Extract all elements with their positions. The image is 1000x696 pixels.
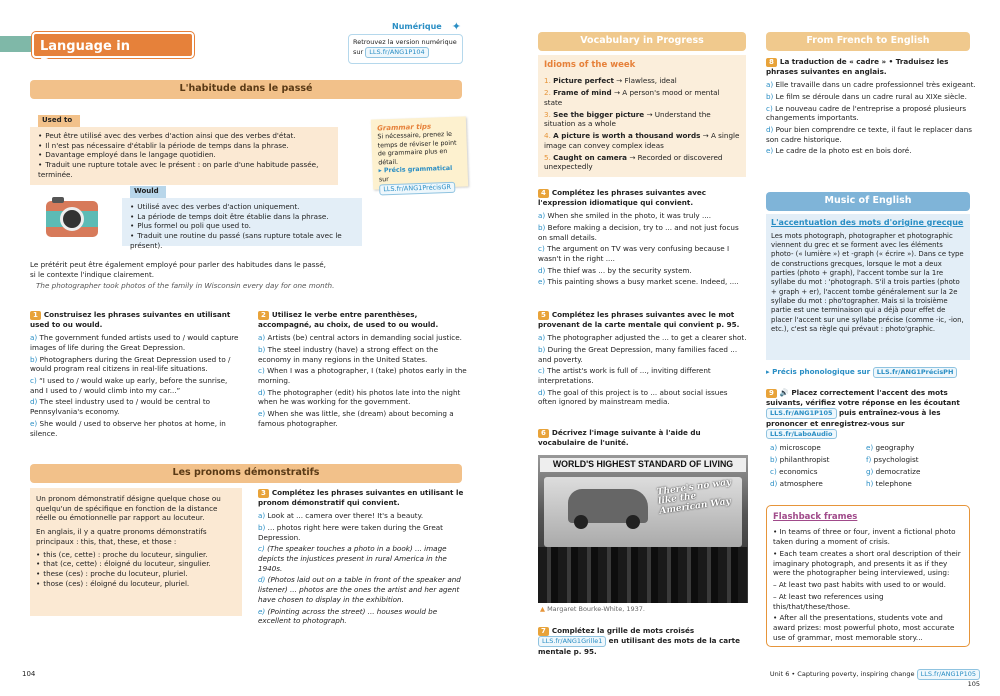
exercise-item: b) The steel industry (have) a strong effect on the economy in many regions in the United States. bbox=[258, 344, 438, 364]
demonstratifs-intro: Un pronom démonstratif désigne quelque chose ou quelqu'un de spécifique en fonction de la distance réelle ou émotionnelle par rapport au locuteur. bbox=[36, 494, 221, 523]
unit-label: Unit 6 • Capturing poverty, inspiring change bbox=[769, 670, 915, 678]
french-title: From French to English bbox=[766, 32, 970, 51]
precis-gr-link[interactable]: LLS.fr/ANG1PrécisGR bbox=[379, 182, 455, 195]
billboard-slogan: There's no way like the American Way bbox=[656, 477, 732, 517]
idiom-item: 5. Caught on camera → Recorded or discovered unexpectedly bbox=[544, 152, 723, 172]
exercise-item: d) The steel industry used to / would be central to Pennsylvania's economy. bbox=[30, 397, 211, 417]
exercise-item: a) Look at ... camera over there! It's a beauty. bbox=[258, 511, 424, 521]
exercise-item: c) (The speaker touches a photo in a book) ... image depicts the injustices present in rural America in the 1940s. bbox=[258, 544, 447, 573]
idiom-item: 1. Picture perfect → Flawless, ideal bbox=[544, 76, 677, 86]
list-item: • Utilisé avec des verbes d'action uniquement. bbox=[130, 202, 354, 212]
exercise-title: Complétez la grille de mots croisés bbox=[551, 626, 695, 635]
list-item: • Traduit une rupture totale avec le présent : on parle d'une habitude passée, terminée. bbox=[38, 160, 330, 179]
exercise-item: b) Before making a decision, try to ... and not just focus on small details. bbox=[538, 222, 739, 242]
word-item: a) microscope bbox=[770, 443, 821, 453]
exercise-number: 6 bbox=[538, 429, 549, 438]
exercise-1 bbox=[30, 310, 242, 440]
exercise-item: a) When she smiled in the photo, it was truly .... bbox=[538, 211, 712, 221]
idiom-item: 4. A picture is worth a thousand words → A single image can convey complex ideas bbox=[544, 131, 740, 150]
demonstratifs-list bbox=[36, 550, 236, 589]
precis-ph-link[interactable]: LLS.fr/ANG1PrécisPH bbox=[873, 367, 958, 378]
exercise-item: d) (Photos laid out on a table in front of the speaker and listener) ... photos are the ones the artist and her agent have chosen to display in the exhibition. bbox=[258, 575, 461, 604]
labo-audio-link[interactable]: LLS.fr/LaboAudio bbox=[766, 429, 837, 440]
used-to-list bbox=[38, 131, 330, 180]
exercise-title: Construisez les phrases suivantes en utilisant used to ou would. bbox=[30, 310, 231, 330]
would-box bbox=[122, 198, 362, 250]
exercise-2 bbox=[258, 310, 470, 431]
precis-ph: ▸ Précis phonologique sur LLS.fr/ANG1PrécisPH bbox=[766, 367, 976, 378]
list-item: • Il n'est pas nécessaire d'établir la période de temps dans la phrase. bbox=[38, 141, 330, 151]
photo-caption: ▲ Margaret Bourke-White, 1937. bbox=[540, 605, 645, 613]
idioms-box bbox=[538, 55, 746, 177]
exercise-title: Décrivez l'image suivante à l'aide du vocabulaire de l'unité. bbox=[538, 428, 701, 448]
list-item: • Peut être utilisé avec des verbes d'action ainsi que des verbes d'état. bbox=[38, 131, 330, 141]
idiom-item: 2. Frame of mind → A person's mood or mental state bbox=[544, 88, 720, 107]
exercise-item: b) ... photos right here were taken during the Great Depression. bbox=[258, 522, 443, 542]
exercise-item: c) “I used to / would wake up early, before the sunrise, and I used to / would climb into my car...” bbox=[30, 376, 228, 395]
exercise-item: b) Le film se déroule dans un cadre rural au XIXe siècle. bbox=[766, 91, 967, 101]
exercise-3 bbox=[258, 488, 470, 628]
bourke-white-photo bbox=[538, 455, 748, 603]
french-section bbox=[766, 57, 976, 158]
exercise-item: e) (Pointing across the street) ... houses would be excellent to photograph. bbox=[258, 606, 438, 626]
numerique-icon: ✦ bbox=[451, 20, 461, 33]
exercise-item: a) The government funded artists used to / would capture images of life during the Great Depression. bbox=[30, 333, 239, 352]
vocab-title: Vocabulary in Progress bbox=[538, 32, 746, 51]
exercise-item: e) She would / used to observe her photos at home, in silence. bbox=[30, 418, 226, 438]
word-item: f) psychologist bbox=[866, 455, 919, 465]
exercise-item: c) Le nouveau cadre de l'entreprise a proposé plusieurs changements importants. bbox=[766, 103, 967, 123]
exercise-item: c) The artist's work is full of ..., inviting different interpretations. bbox=[538, 366, 711, 386]
demonstratifs-title: Les pronoms démonstratifs bbox=[30, 464, 462, 483]
exercise-item: d) Pour bien comprendre ce texte, il faut le replacer dans son cadre historique. bbox=[766, 125, 972, 144]
habitude-title: L'habitude dans le passé bbox=[30, 80, 462, 99]
grammar-tips-text: Si nécessaire, prenez le temps de réviser le point de grammaire plus en détail. bbox=[377, 131, 457, 167]
grammar-tips-card: Grammar tips Si nécessaire, prenez le temps de réviser le point de grammaire plus en détail. ▸ Précis grammatical sur LLS.fr/ANG1PrécisGR bbox=[371, 116, 468, 189]
exercise-title: Utilisez le verbe entre parenthèses, accompagné, au choix, de used to ou would. bbox=[258, 310, 439, 330]
list-item: • that (ce, cette) : éloigné du locuteur, singulier. bbox=[36, 559, 236, 569]
exercise-item: a) Elle travaille dans un cadre professionnel très exigeant. bbox=[766, 80, 976, 90]
word-item: c) economics bbox=[770, 466, 818, 476]
exercise-number: 9 bbox=[766, 389, 777, 398]
exercise-number: 7 bbox=[538, 627, 549, 636]
list-item: – At least two references using this/that/these/those. bbox=[773, 591, 884, 611]
exercise-number: 4 bbox=[538, 189, 549, 198]
exercise-5 bbox=[538, 310, 748, 409]
exercise-item: e) When she was little, she (dream) about becoming a famous photographer. bbox=[258, 409, 454, 428]
exercise-number: 2 bbox=[258, 311, 269, 320]
demonstratifs-box bbox=[30, 488, 242, 616]
page-number-left: 104 bbox=[22, 670, 36, 678]
numerique-text: Retrouvez la version numérique sur bbox=[353, 38, 457, 56]
footer-right bbox=[750, 669, 980, 689]
demonstratifs-principaux: En anglais, il y a quatre pronoms démonstratifs principaux : this, that, these, et those : bbox=[36, 527, 207, 546]
exercise-title-cont: en utilisant des mots de la carte mentale p. 95. bbox=[538, 636, 740, 657]
precis-gr-label: Précis grammatical bbox=[383, 165, 453, 175]
exercise-6 bbox=[538, 428, 748, 448]
word-item: b) philanthropist bbox=[770, 455, 830, 465]
would-label: Would bbox=[130, 186, 166, 198]
right-page bbox=[500, 0, 1000, 696]
flashback-box bbox=[766, 505, 970, 647]
music-title: Music of English bbox=[766, 192, 970, 211]
crossword-link[interactable]: LLS.fr/ANG1Grille1 bbox=[538, 636, 606, 647]
idioms-title: Idioms of the week bbox=[544, 60, 636, 70]
exercise-4 bbox=[538, 188, 748, 289]
preterit-example: The photographer took photos of the family in Wisconsin every day for one month. bbox=[36, 281, 335, 290]
exercise-item: e) This painting shows a busy market scene. Indeed, .... bbox=[538, 277, 739, 287]
music-subtitle: L'accentuation des mots d'origine grecque bbox=[771, 218, 964, 227]
numerique-box bbox=[348, 22, 463, 66]
precis-gr-prefix: sur bbox=[378, 176, 389, 184]
footer-link[interactable]: LLS.fr/ANG1P105 bbox=[917, 669, 980, 680]
list-item: • Each team creates a short oral description of their imaginary photograph, and presents it as if they were the photographer being interviewed, using: bbox=[773, 548, 961, 578]
exercise-number: 3 bbox=[258, 489, 269, 498]
word-item: e) geography bbox=[866, 443, 915, 453]
exercise-7 bbox=[538, 626, 748, 657]
used-to-label: Used to bbox=[38, 115, 80, 127]
page-title: Language in Progress bbox=[32, 32, 194, 58]
grammar-tips-title: Grammar tips bbox=[376, 122, 432, 133]
list-item: • those (ces) : éloigné du locuteur, pluriel. bbox=[36, 579, 236, 589]
flashback-title: Flashback frames bbox=[773, 512, 858, 522]
page-number-right: 105 bbox=[967, 679, 980, 688]
exercise-9 bbox=[766, 388, 976, 490]
billboard-text: WORLD'S HIGHEST STANDARD OF LIVING bbox=[540, 458, 746, 472]
list-item: • In teams of three or four, invent a fictional photo taken during a moment of crisis. bbox=[773, 527, 956, 547]
word-item: d) atmosphere bbox=[770, 478, 823, 488]
exercise-item: d) The goal of this project is to ... about social issues often ignored by mainstream media. bbox=[538, 387, 728, 407]
audio-link[interactable]: LLS.fr/ANG1P105 bbox=[766, 408, 837, 419]
list-item: – At least two past habits with used to or would. bbox=[773, 580, 946, 590]
exercise-title-cont: puis entraînez-vous à les prononcer et enregistrez-vous sur bbox=[766, 408, 941, 428]
exercise-item: d) The thief was ... by the security system. bbox=[538, 265, 692, 275]
exercise-title: Complétez les phrases suivantes avec l'expression idiomatique qui convient. bbox=[538, 188, 707, 208]
list-item: • Plus formel ou poli que used to. bbox=[130, 221, 354, 231]
exercise-item: b) Photographers during the Great Depression used to / would program real citizens in real-life situations. bbox=[30, 354, 231, 374]
numerique-label: Numérique bbox=[392, 22, 442, 31]
list-item: • this (ce, cette) : proche du locuteur, singulier. bbox=[36, 550, 236, 560]
camera-illustration bbox=[40, 197, 100, 239]
precis-ph-label: Précis phonologique sur bbox=[772, 367, 871, 376]
numerique-link[interactable]: LLS.fr/ANG1P104 bbox=[365, 47, 428, 58]
preterit-note: Le prétérit peut être également employé pour parler des habitudes dans le passé, si le contexte l'indique clairement. bbox=[30, 260, 326, 279]
exercise-item: c) When I was a photographer, I (take) photos early in the morning. bbox=[258, 366, 467, 386]
exercise-item: d) The photographer (edit) his photos late into the night when he was working for the government. bbox=[258, 387, 461, 407]
would-list bbox=[130, 202, 354, 251]
exercise-title: Placez correctement l'accent des mots suivants, vérifiez votre réponse en les écoutant bbox=[766, 388, 960, 408]
exercise-number: 5 bbox=[538, 311, 549, 320]
word-item: g) democratize bbox=[866, 466, 921, 476]
french-heading: La traduction de « cadre » • Traduisez les phrases suivantes en anglais. bbox=[766, 57, 949, 77]
audio-icon: 🔊 bbox=[779, 388, 789, 397]
used-to-box bbox=[30, 127, 338, 185]
exercise-title: Complétez les phrases suivantes avec le mot provenant de la carte mentale qui convient p. 95. bbox=[538, 310, 740, 330]
music-text: Les mots photograph, photographer et photographic viennent du grec et se forment avec les éléments photo- (« lumière ») et -graph (« écrire »). Dans ce type de constructions grecques, lorsque le mot a deux parties (photo + graph), l'accent tombe sur la 1re syllabe du mot : 'photograph. S'il a trois parties (photo + graph + er), l'accent tombe généralement sur la 2e syllabe du mot : pho'tographer. Mais si la troisième partie est une terminaison qui a déjà pour effet de placer l'accent sur une syllabe précise (comme -ic, -ion, etc.), c'est sa règle qui prévaut : photo'graphic. bbox=[771, 231, 964, 333]
list-item: • Traduit une routine du passé (sans rupture totale avec le présent). bbox=[130, 231, 354, 250]
word-item: h) telephone bbox=[866, 478, 912, 488]
exercise-number: 1 bbox=[30, 311, 41, 320]
music-box bbox=[766, 214, 970, 360]
exercise-item: a) The photographer adjusted the ... to get a clearer shot. bbox=[538, 333, 747, 343]
exercise-item: b) During the Great Depression, many families faced ... and poverty. bbox=[538, 344, 738, 364]
exercise-number: 8 bbox=[766, 58, 777, 67]
list-item: • these (ces) : proche du locuteur, pluriel. bbox=[36, 569, 236, 579]
list-item: • Davantage employé dans le langage quotidien. bbox=[38, 150, 330, 160]
list-item: • After all the presentations, students vote and award prizes: most powerful photo, most accurate use of grammar, most memorable story... bbox=[773, 613, 955, 642]
exercise-item: a) Artists (be) central actors in demanding social justice. bbox=[258, 333, 462, 343]
idiom-item: 3. See the bigger picture → Understand the situation as a whole bbox=[544, 109, 711, 129]
list-item: • La période de temps doit être établie dans la phrase. bbox=[130, 212, 354, 222]
exercise-title: Complétez les phrases suivantes en utilisant le pronom démonstratif qui convient. bbox=[258, 488, 464, 508]
exercise-item: c) The argument on TV was very confusing because I wasn't in the right .... bbox=[538, 244, 730, 264]
exercise-item: e) Le cadre de la photo est en bois doré. bbox=[766, 146, 912, 156]
left-page bbox=[0, 0, 490, 696]
